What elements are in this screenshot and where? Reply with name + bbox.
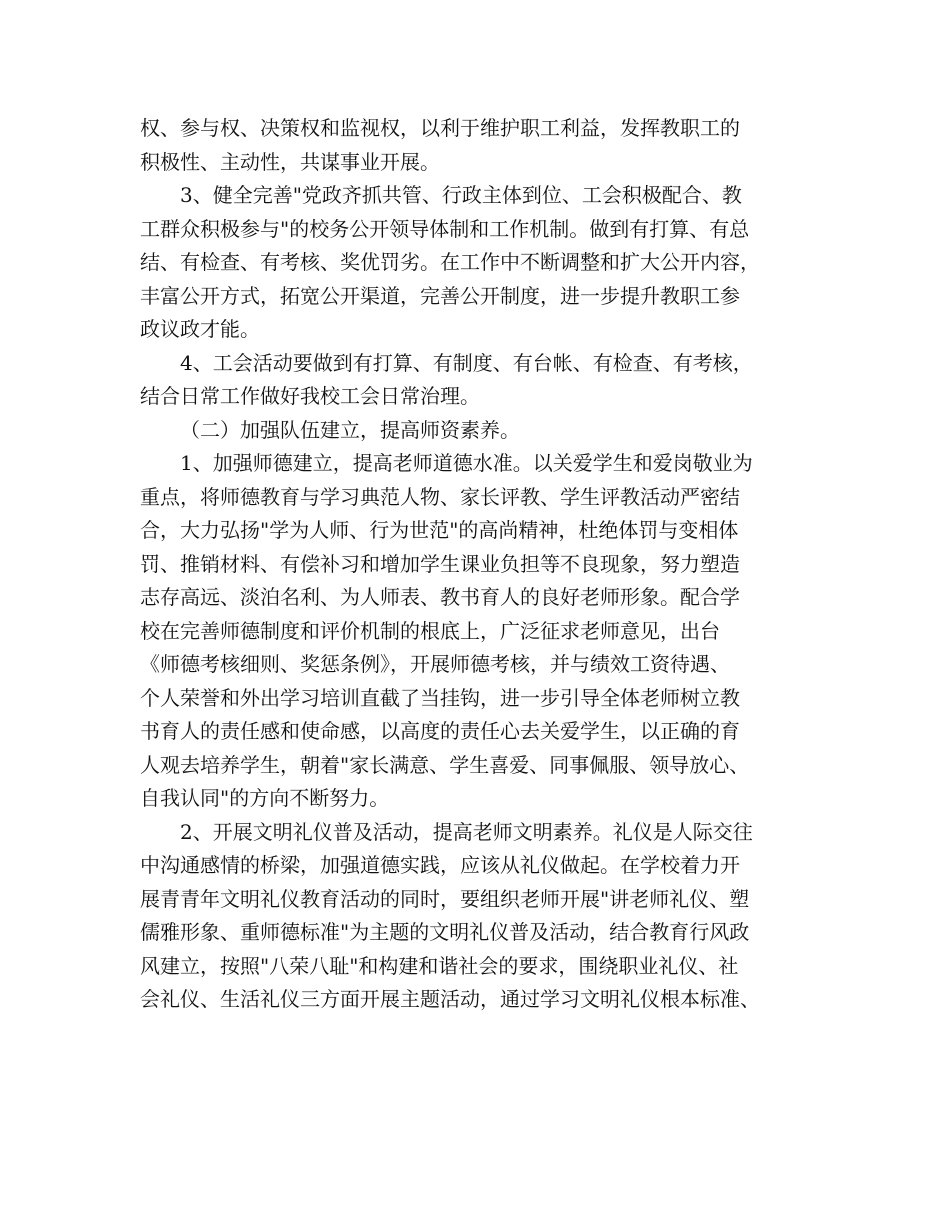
- text-line: 合，大力弘扬"学为人师、行为世范"的高尚精神，杜绝体罚与变相体: [140, 518, 739, 542]
- text-line: 4、工会活动要做到有打算、有制度、有台帐、有检查、有考核，: [180, 350, 753, 375]
- text-line: 2、开展文明礼仪普及活动，提高老师文明素养。礼仪是人际交往: [180, 819, 753, 844]
- text-line: 中沟通感情的桥梁，加强道德实践，应该从礼仪做起。在学校着力开: [140, 853, 740, 877]
- text-line: 结、有检查、有考核、奖优罚劣。在工作中不断调整和扩大公开内容，: [140, 250, 760, 274]
- text-line: 重点，将师德教育与学习典范人物、家长评教、学生评教活动严密结: [140, 484, 740, 509]
- text-line: 书育人的责任感和使命感，以高度的责任心去关爱学生，以正确的育: [140, 719, 740, 743]
- text-line: 展青青年文明礼仪教育活动的同时，要组织老师开展"讲老师礼仪、塑: [140, 886, 750, 911]
- text-line: 儒雅形象、重师德标准"为主题的文明礼仪普及活动，结合教育行风政: [140, 920, 750, 944]
- text-line: 工群众积极参与"的校务公开领导体制和工作机制。做到有打算、有总: [140, 216, 750, 241]
- text-line: 罚、推销材料、有偿补习和增加学生课业负担等不良现象，努力塑造: [140, 551, 740, 576]
- text-line: 自我认同"的方向不断努力。: [140, 786, 390, 810]
- text-line: 风建立，按照"八荣八耻"和构建和谐社会的要求，围绕职业礼仪、社: [140, 953, 739, 978]
- text-line: 3、健全完善"党政齐抓共管、行政主体到位、工会积极配合、教: [180, 183, 742, 207]
- text-line: 1、加强师德建立，提高老师道德水准。以关爱学生和爱岗敬业为: [180, 451, 753, 475]
- text-line: 会礼仪、生活礼仪三方面开展主题活动，通过学习文明礼仪根本标准、: [140, 987, 760, 1011]
- text-line: 《师德考核细则、奖惩条例》，开展师德考核，并与绩效工资待遇、: [140, 652, 730, 676]
- text-line: 人观去培养学生，朝着"家长满意、学生喜爱、同事佩服、领导放心、: [140, 752, 750, 777]
- text-line: 校在完善师德制度和评价机制的根底上，广泛征求老师意见，出台: [140, 618, 720, 643]
- text-line: 志存高远、淡泊名利、为人师表、教书育人的良好老师形象。配合学: [140, 585, 740, 609]
- text-line: 结合日常工作做好我校工会日常治理。: [140, 384, 480, 408]
- text-line: 权、参与权、决策权和监视权，以利于维护职工利益，发挥教职工的: [140, 116, 740, 140]
- text-line: 个人荣誉和外出学习培训直截了当挂钩，进一步引导全体老师树立教: [140, 685, 740, 710]
- text-line: 积极性、主动性，共谋事业开展。: [140, 149, 440, 174]
- text-line: （二）加强队伍建立，提高师资素养。: [180, 417, 520, 442]
- document-body: [140, 112, 820, 1017]
- text-line: 丰富公开方式，拓宽公开渠道，完善公开制度，进一步提升教职工参: [140, 283, 740, 308]
- text-line: 政议政才能。: [140, 317, 260, 341]
